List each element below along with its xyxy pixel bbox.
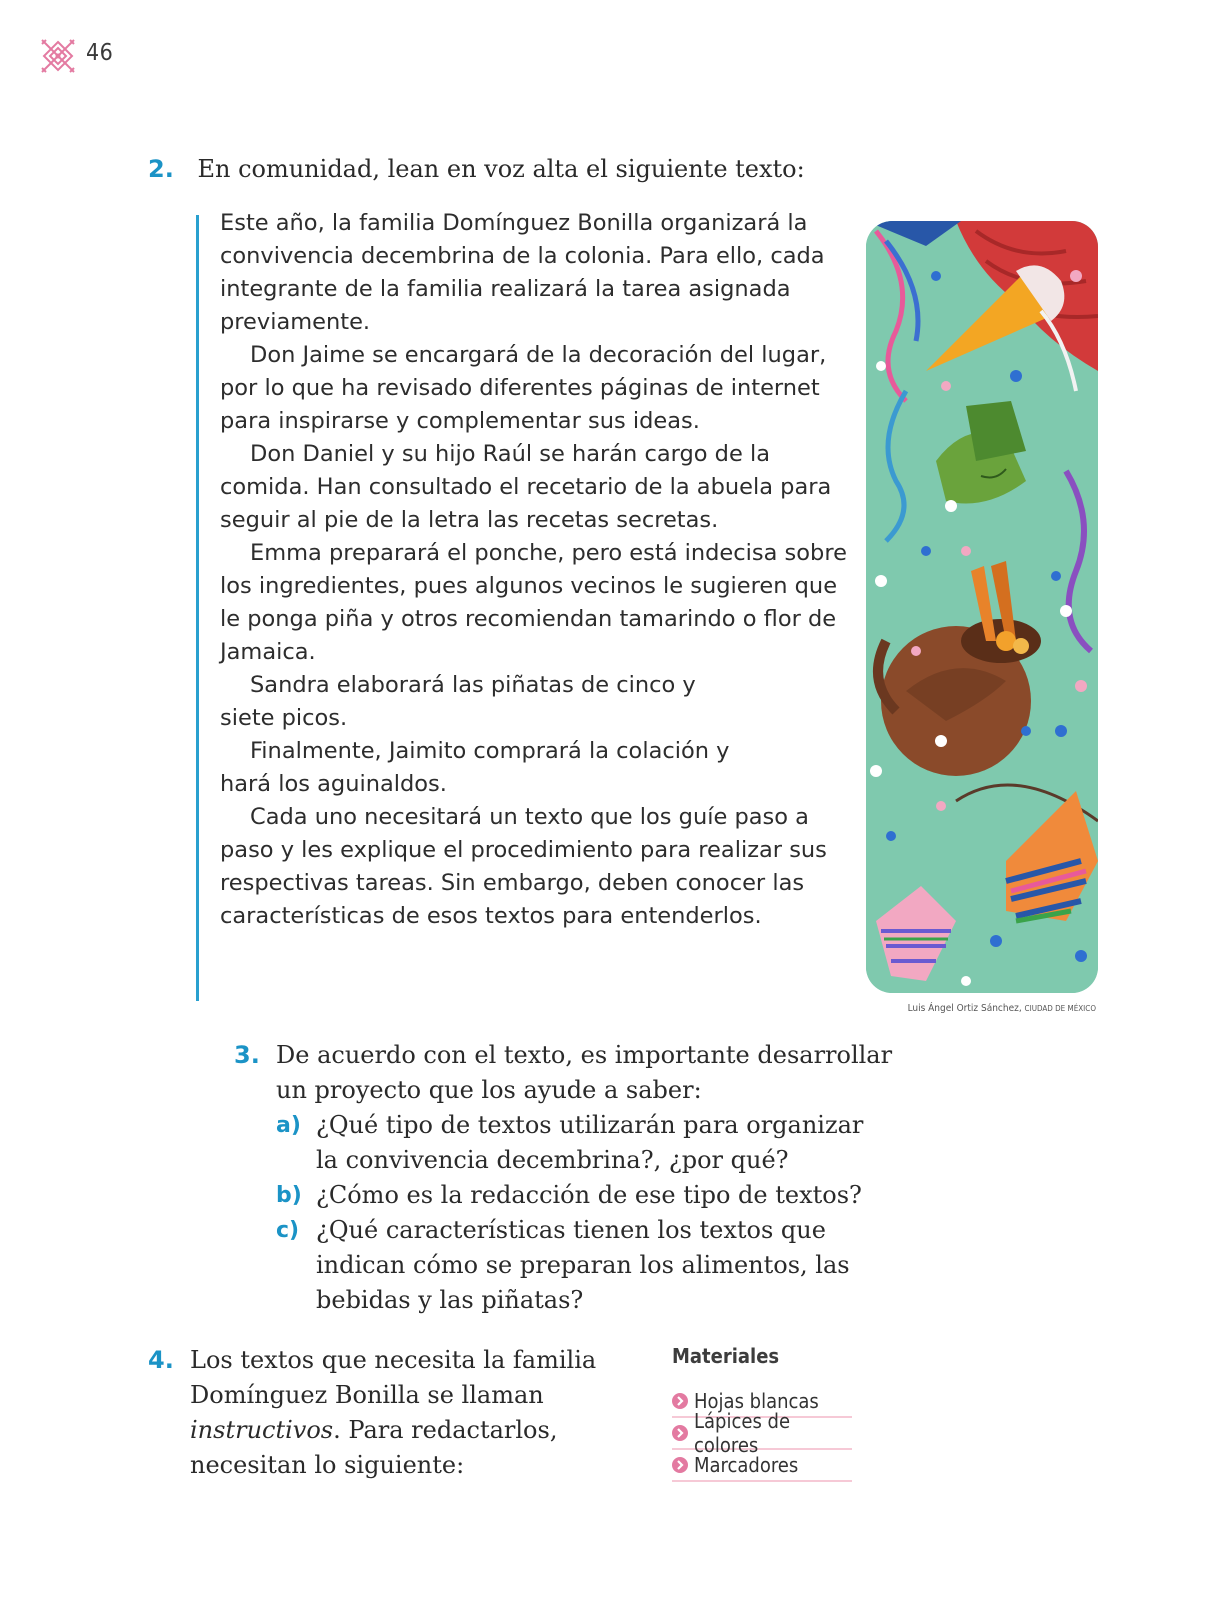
- question-text: ¿Qué características tienen los textos que indican cómo se preparan los alimentos, las bebidas y las piñatas?: [316, 1216, 850, 1314]
- activity-4-text-before: Los textos que necesita la familia Domínguez Bonilla se llaman: [190, 1346, 597, 1409]
- activity-3-questions: [276, 1108, 876, 1318]
- activity-2: [148, 152, 948, 187]
- credit-place: CIUDAD DE MÉXICO: [1024, 1004, 1096, 1013]
- chevron-right-bullet-icon: [672, 1425, 688, 1441]
- posada-illustration: [866, 221, 1098, 993]
- materials-title: Materiales: [672, 1344, 780, 1368]
- materials-item-label: Marcadores: [694, 1453, 799, 1477]
- reading-paragraph: Don Jaime se encargará de la decoración del lugar, por lo que ha revisado diferentes páginas de internet para inspirarse y complementar sus ideas.: [220, 342, 827, 434]
- chevron-right-bullet-icon: [672, 1393, 688, 1409]
- question-letter: a): [276, 1113, 301, 1138]
- reading-paragraph: Este año, la familia Domínguez Bonilla organizará la convivencia decembrina de la colonia. Para ello, cada integrante de la familia realizará la tarea asignada previamente.: [220, 210, 825, 335]
- illustration-credit: [880, 1003, 1096, 1014]
- materials-item-label: Hojas blancas: [694, 1389, 819, 1413]
- activity-2-number: 2.: [148, 155, 174, 183]
- credit-name: Luis Ángel Ortiz Sánchez,: [907, 1003, 1022, 1014]
- activity-3-number: 3.: [234, 1041, 260, 1069]
- chevron-right-bullet-icon: [672, 1457, 688, 1473]
- activity-4-text-after: . Para redactarlos, necesitan lo siguiente:: [190, 1416, 558, 1479]
- activity-4: [148, 1343, 648, 1483]
- posada-decorations-image: [866, 221, 1098, 993]
- question-item: [276, 1213, 876, 1318]
- materials-item: [672, 1409, 852, 1457]
- woven-diamond-icon: [40, 38, 76, 74]
- reading-accent-bar: [196, 215, 199, 1001]
- activity-3-prompt: De acuerdo con el texto, es importante desarrollar un proyecto que los ayude a saber:: [276, 1041, 893, 1104]
- reading-paragraph: Don Daniel y su hijo Raúl se harán cargo de la comida. Han consultado el recetario de la abuela para seguir al pie de la letra las recetas secretas.: [220, 441, 832, 533]
- question-letter: b): [276, 1183, 302, 1208]
- reading-paragraph: Sandra elaborará las piñatas de cinco y siete picos.: [220, 672, 696, 731]
- question-item: [276, 1108, 876, 1178]
- activity-3: [234, 1038, 934, 1318]
- reading-paragraph: Finalmente, Jaimito comprará la colación y hará los aguinaldos.: [220, 738, 730, 797]
- question-letter: c): [276, 1218, 300, 1243]
- page-number: 46: [86, 40, 114, 66]
- reading-paragraph: Emma preparará el ponche, pero está indecisa sobre los ingredientes, pues algunos vecinos le sugieren que le ponga piña y otros recomiendan tamarindo o flor de Jamaica.: [220, 540, 847, 665]
- reading-paragraph: Cada uno necesitará un texto que los guíe paso a paso y les explique el procedimiento para realizar sus respectivas tareas. Sin embargo, deben conocer las características de esos textos para entenderlos.: [220, 804, 827, 929]
- question-text: ¿Qué tipo de textos utilizarán para organizar la convivencia decembrina?, ¿por qué?: [316, 1111, 864, 1174]
- activity-2-prompt: En comunidad, lean en voz alta el siguiente texto:: [197, 155, 805, 183]
- question-item: [276, 1178, 876, 1213]
- activity-4-italic-term: instructivos: [190, 1416, 334, 1444]
- question-text: ¿Cómo es la redacción de ese tipo de textos?: [316, 1181, 862, 1209]
- materials-item-label: Lápices de colores: [694, 1409, 791, 1457]
- materials-list: [672, 1386, 852, 1482]
- reading-passage: [220, 207, 860, 933]
- activity-4-number: 4.: [148, 1346, 174, 1374]
